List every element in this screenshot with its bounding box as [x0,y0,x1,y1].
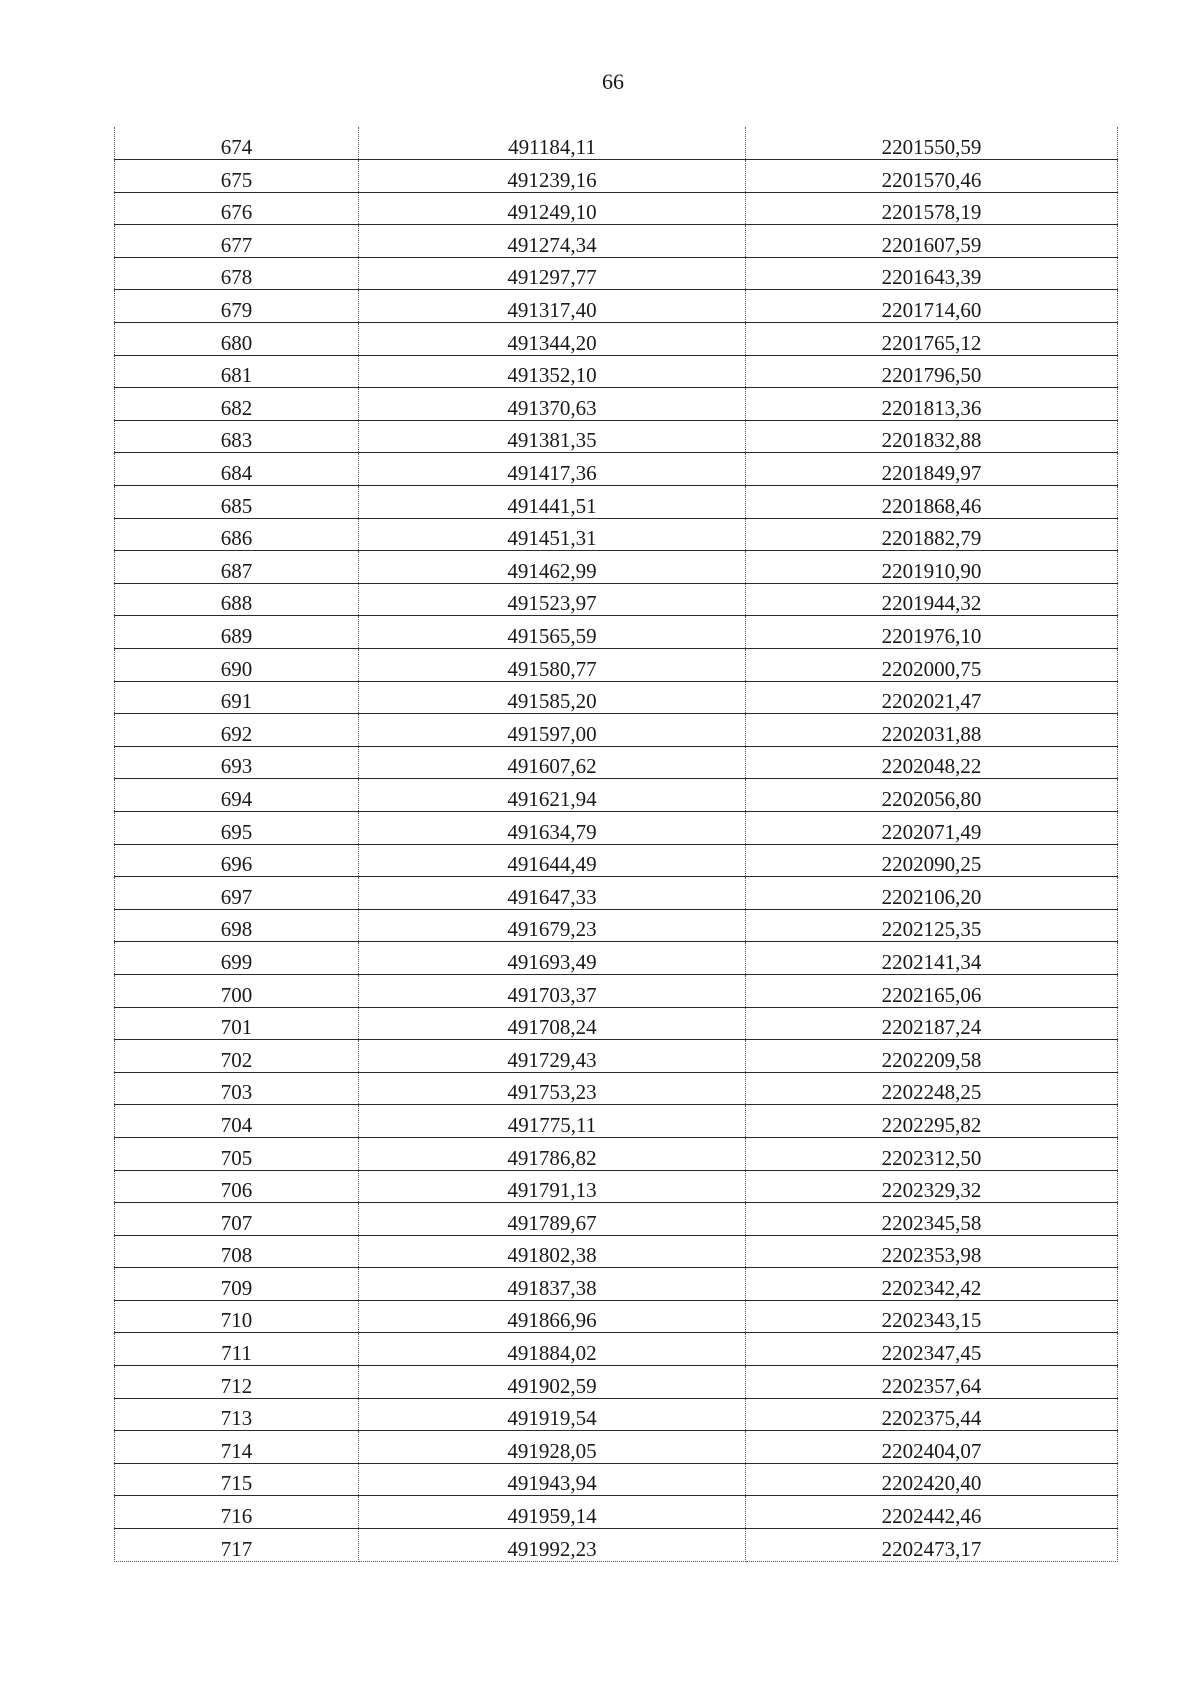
point-number-cell: 680 [115,323,359,356]
y-coordinate-cell: 2202071,49 [746,811,1118,844]
y-coordinate-cell: 2202442,46 [746,1496,1118,1529]
x-coordinate-cell: 491729,43 [359,1040,746,1073]
point-number-cell: 705 [115,1137,359,1170]
table-row [115,1431,1118,1464]
y-coordinate-cell: 2201550,59 [746,127,1118,160]
x-coordinate-cell: 491381,35 [359,420,746,453]
x-coordinate-cell: 491523,97 [359,583,746,616]
y-coordinate-cell: 2202312,50 [746,1137,1118,1170]
point-number-cell: 679 [115,290,359,323]
point-number-cell: 677 [115,225,359,258]
x-coordinate-cell: 491184,11 [359,127,746,160]
y-coordinate-cell: 2201868,46 [746,486,1118,519]
table-row [115,290,1118,323]
y-coordinate-cell: 2202375,44 [746,1398,1118,1431]
table-row [115,1007,1118,1040]
x-coordinate-cell: 491786,82 [359,1137,746,1170]
table-row [115,160,1118,193]
x-coordinate-cell: 491866,96 [359,1300,746,1333]
point-number-cell: 691 [115,681,359,714]
point-number-cell: 709 [115,1268,359,1301]
table-row [115,681,1118,714]
y-coordinate-cell: 2202329,32 [746,1170,1118,1203]
table-row [115,1137,1118,1170]
point-number-cell: 714 [115,1431,359,1464]
x-coordinate-cell: 491789,67 [359,1203,746,1236]
table-row [115,453,1118,486]
y-coordinate-cell: 2202165,06 [746,974,1118,1007]
point-number-cell: 704 [115,1105,359,1138]
x-coordinate-cell: 491462,99 [359,551,746,584]
y-coordinate-cell: 2201607,59 [746,225,1118,258]
y-coordinate-cell: 2202357,64 [746,1366,1118,1399]
point-number-cell: 708 [115,1235,359,1268]
table-row [115,486,1118,519]
x-coordinate-cell: 491679,23 [359,909,746,942]
x-coordinate-cell: 491703,37 [359,974,746,1007]
y-coordinate-cell: 2202106,20 [746,877,1118,910]
x-coordinate-cell: 491451,31 [359,518,746,551]
x-coordinate-cell: 491647,33 [359,877,746,910]
x-coordinate-cell: 491344,20 [359,323,746,356]
table-row [115,583,1118,616]
y-coordinate-cell: 2201849,97 [746,453,1118,486]
table-row [115,779,1118,812]
x-coordinate-cell: 491943,94 [359,1463,746,1496]
y-coordinate-cell: 2201976,10 [746,616,1118,649]
y-coordinate-cell: 2201578,19 [746,192,1118,225]
table-row [115,1529,1118,1562]
y-coordinate-cell: 2202345,58 [746,1203,1118,1236]
point-number-cell: 687 [115,551,359,584]
y-coordinate-cell: 2202209,58 [746,1040,1118,1073]
x-coordinate-cell: 491607,62 [359,746,746,779]
point-number-cell: 715 [115,1463,359,1496]
point-number-cell: 698 [115,909,359,942]
point-number-cell: 702 [115,1040,359,1073]
page-number: 66 [602,69,624,94]
table-row [115,1300,1118,1333]
table-row [115,1366,1118,1399]
x-coordinate-cell: 491884,02 [359,1333,746,1366]
x-coordinate-cell: 491580,77 [359,649,746,682]
point-number-cell: 678 [115,257,359,290]
point-number-cell: 696 [115,844,359,877]
y-coordinate-cell: 2202295,82 [746,1105,1118,1138]
table-row [115,811,1118,844]
table-row [115,714,1118,747]
table-row [115,974,1118,1007]
x-coordinate-cell: 491791,13 [359,1170,746,1203]
table-row [115,746,1118,779]
point-number-cell: 706 [115,1170,359,1203]
table-row [115,1463,1118,1496]
y-coordinate-cell: 2202141,34 [746,942,1118,975]
table-row [115,388,1118,421]
y-coordinate-cell: 2202473,17 [746,1529,1118,1562]
point-number-cell: 675 [115,160,359,193]
y-coordinate-cell: 2201882,79 [746,518,1118,551]
y-coordinate-cell: 2202347,45 [746,1333,1118,1366]
x-coordinate-cell: 491317,40 [359,290,746,323]
coordinates-table [114,127,1118,1562]
point-number-cell: 694 [115,779,359,812]
point-number-cell: 690 [115,649,359,682]
point-number-cell: 695 [115,811,359,844]
point-number-cell: 697 [115,877,359,910]
y-coordinate-cell: 2202404,07 [746,1431,1118,1464]
x-coordinate-cell: 491249,10 [359,192,746,225]
table-row [115,420,1118,453]
y-coordinate-cell: 2202248,25 [746,1072,1118,1105]
y-coordinate-cell: 2202090,25 [746,844,1118,877]
x-coordinate-cell: 491919,54 [359,1398,746,1431]
table-row [115,1268,1118,1301]
table-row [115,1170,1118,1203]
point-number-cell: 683 [115,420,359,453]
x-coordinate-cell: 491802,38 [359,1235,746,1268]
x-coordinate-cell: 491708,24 [359,1007,746,1040]
point-number-cell: 713 [115,1398,359,1431]
table-row [115,877,1118,910]
point-number-cell: 681 [115,355,359,388]
point-number-cell: 686 [115,518,359,551]
x-coordinate-cell: 491775,11 [359,1105,746,1138]
x-coordinate-cell: 491837,38 [359,1268,746,1301]
x-coordinate-cell: 491753,23 [359,1072,746,1105]
table-row [115,844,1118,877]
y-coordinate-cell: 2202000,75 [746,649,1118,682]
point-number-cell: 703 [115,1072,359,1105]
x-coordinate-cell: 491644,49 [359,844,746,877]
x-coordinate-cell: 491597,00 [359,714,746,747]
point-number-cell: 710 [115,1300,359,1333]
point-number-cell: 692 [115,714,359,747]
x-coordinate-cell: 491239,16 [359,160,746,193]
point-number-cell: 717 [115,1529,359,1562]
table-row [115,1496,1118,1529]
table-row [115,1203,1118,1236]
y-coordinate-cell: 2202031,88 [746,714,1118,747]
point-number-cell: 693 [115,746,359,779]
x-coordinate-cell: 491565,59 [359,616,746,649]
table-row [115,323,1118,356]
point-number-cell: 701 [115,1007,359,1040]
y-coordinate-cell: 2202342,42 [746,1268,1118,1301]
x-coordinate-cell: 491352,10 [359,355,746,388]
table-row [115,616,1118,649]
x-coordinate-cell: 491621,94 [359,779,746,812]
y-coordinate-cell: 2202021,47 [746,681,1118,714]
y-coordinate-cell: 2201832,88 [746,420,1118,453]
table-row [115,192,1118,225]
table-row [115,1105,1118,1138]
table-row [115,355,1118,388]
y-coordinate-cell: 2202056,80 [746,779,1118,812]
table-row [115,1235,1118,1268]
table-row [115,1333,1118,1366]
point-number-cell: 689 [115,616,359,649]
x-coordinate-cell: 491297,77 [359,257,746,290]
table-row [115,1040,1118,1073]
x-coordinate-cell: 491928,05 [359,1431,746,1464]
point-number-cell: 712 [115,1366,359,1399]
point-number-cell: 682 [115,388,359,421]
y-coordinate-cell: 2202420,40 [746,1463,1118,1496]
y-coordinate-cell: 2201765,12 [746,323,1118,356]
x-coordinate-cell: 491417,36 [359,453,746,486]
point-number-cell: 685 [115,486,359,519]
x-coordinate-cell: 491959,14 [359,1496,746,1529]
table-row [115,225,1118,258]
x-coordinate-cell: 491634,79 [359,811,746,844]
y-coordinate-cell: 2202343,15 [746,1300,1118,1333]
x-coordinate-cell: 491585,20 [359,681,746,714]
y-coordinate-cell: 2201643,39 [746,257,1118,290]
x-coordinate-cell: 491370,63 [359,388,746,421]
point-number-cell: 676 [115,192,359,225]
y-coordinate-cell: 2202125,35 [746,909,1118,942]
point-number-cell: 716 [115,1496,359,1529]
x-coordinate-cell: 491992,23 [359,1529,746,1562]
point-number-cell: 684 [115,453,359,486]
y-coordinate-cell: 2201796,50 [746,355,1118,388]
table-row [115,1398,1118,1431]
y-coordinate-cell: 2202353,98 [746,1235,1118,1268]
y-coordinate-cell: 2201944,32 [746,583,1118,616]
table-row [115,257,1118,290]
point-number-cell: 688 [115,583,359,616]
x-coordinate-cell: 491274,34 [359,225,746,258]
y-coordinate-cell: 2201714,60 [746,290,1118,323]
x-coordinate-cell: 491693,49 [359,942,746,975]
table-row [115,518,1118,551]
table-body [115,127,1118,1561]
table-row [115,1072,1118,1105]
point-number-cell: 674 [115,127,359,160]
table-row [115,127,1118,160]
table-row [115,551,1118,584]
y-coordinate-cell: 2202187,24 [746,1007,1118,1040]
table-row [115,649,1118,682]
point-number-cell: 707 [115,1203,359,1236]
y-coordinate-cell: 2201570,46 [746,160,1118,193]
y-coordinate-cell: 2202048,22 [746,746,1118,779]
point-number-cell: 711 [115,1333,359,1366]
point-number-cell: 699 [115,942,359,975]
x-coordinate-cell: 491902,59 [359,1366,746,1399]
y-coordinate-cell: 2201813,36 [746,388,1118,421]
table-row [115,942,1118,975]
y-coordinate-cell: 2201910,90 [746,551,1118,584]
point-number-cell: 700 [115,974,359,1007]
table-row [115,909,1118,942]
x-coordinate-cell: 491441,51 [359,486,746,519]
